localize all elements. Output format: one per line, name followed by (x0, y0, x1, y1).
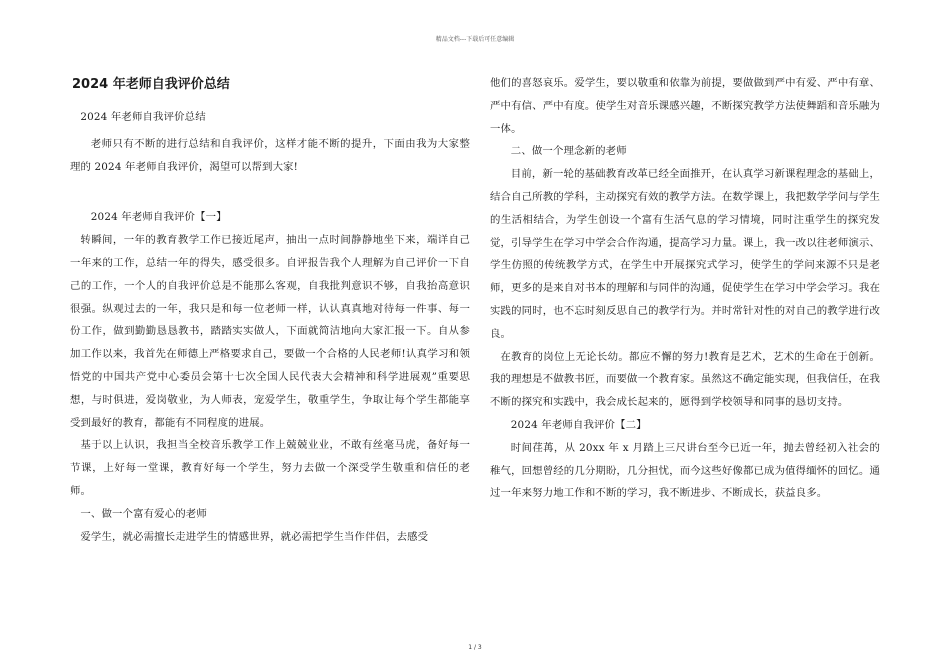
section-1-title: 2024 年老师自我评价【一】 (90, 211, 227, 224)
page-number: 1 / 3 (468, 644, 482, 651)
paragraph-education-reform: 目前，新一轮的基础教育改革已经全面推开，在认真学习新课程理念的基础上，结合自己所教的学科，主动探究有效的教学方法。在数学课上，我把数学学问与学生的生活相结合，为学生创设一个富有生活气息的学习情境，同时注重学生的探究发觉，引导学生在学习中学会合作沟通，提高学习力量。课上，我一改以往老师演示、学生仿照的传统教学方式，在学生中开展探究式学习，使学生的学问来源不只是老师，更多的是来自对书本的理解和与同伴的沟通，促使学生在学习中学会学习。我在实践的同时，也不忘时刻反思自己的教学行为。并时常针对性的对自己的教学进行改良。 (490, 168, 880, 340)
subtitle: 2024 年老师自我评价总结 (80, 111, 206, 123)
left-column (70, 72, 470, 548)
page-header: 精品文档---下载后可任意编辑 (435, 36, 515, 43)
paragraph-continued: 他们的喜怒哀乐。爱学生，要以敬重和依靠为前提，要做做到严中有爱、严中有章、严中有信、严中有度。使学生对音乐课感兴趣，不断探究教学方法使舞蹈和音乐融为一体。 (490, 77, 880, 135)
paragraph-3: 爱学生，就必需擅长走进学生的情感世界，就必需把学生当作伴侣，去感受 (80, 530, 429, 543)
paragraph-time: 时间荏苒，从 20xx 年 x 月踏上三尺讲台至今已近一年，抛去曾经初入社会的稚气，回想曾经的几分期盼，几分担忧，而今这些好像都已成为值得缅怀的回忆。通过一年来努力地工作和不断的学习，我不断进步、不断成长，获益良多。 (490, 441, 880, 500)
paragraph-1: 转瞬间，一年的教育教学工作已接近尾声，抽出一点时间静静地坐下来，端详自己一年来的工作，总结一年的得失，感受很多。自评报告我个人理解为自己评价一下自己的工作，一个人的自我评价总是不能那么客观，自我批判意识不够，自我抬高意识很强。纵观过去的一年，我只是和每一位老师一样，认认真真地对待每一件事、每一份工作，做到勤勤恳恳教书，踏踏实实做人，下面就简洁地向大家汇报一下。自从参加工作以来，我首先在师德上严格要求自己，要做一个合格的人民老师!认真学习和领悟党的中国共产党中心委员会第十七次全国人民代表大会精神和科学进展观”重要思想，与时俱进，爱岗敬业，为人师表，宠爱学生，敬重学生，争取让每个学生都能享受到最好的教育，都能有不同程度的进展。 (70, 234, 470, 429)
paragraph-2: 基于以上认识，我担当全校音乐教学工作上兢兢业业，不敢有丝毫马虎，备好每一节课，上好每一堂课，教育好每一个学生，努力去做一个深受学生敬重和信任的老师。 (70, 439, 470, 497)
heading-caring-teacher: 一、做一个富有爱心的老师 (80, 507, 207, 520)
right-column (490, 72, 880, 505)
heading-new-ideas-teacher: 二、做一个理念新的老师 (510, 145, 627, 158)
section-2-title: 2024 年老师自我评价【二】 (510, 418, 647, 431)
paragraph-education-art: 在教育的岗位上无论长幼。都应不懈的努力!教育是艺术，艺术的生命在于创新。我的理想是不做教书匠，而要做一个教育家。虽然这不确定能实现，但我信任，在我不断的探究和实践中，我会成长起来的，愿得到学校领导和同事的恳切支持。 (490, 350, 880, 409)
document-title: 2024 年老师自我评价总结 (72, 77, 230, 92)
intro-paragraph: 老师只有不断的进行总结和自我评价，这样才能不断的提升，下面由我为大家整理的 2024 年老师自我评价，渴望可以帮到大家! (70, 137, 470, 173)
